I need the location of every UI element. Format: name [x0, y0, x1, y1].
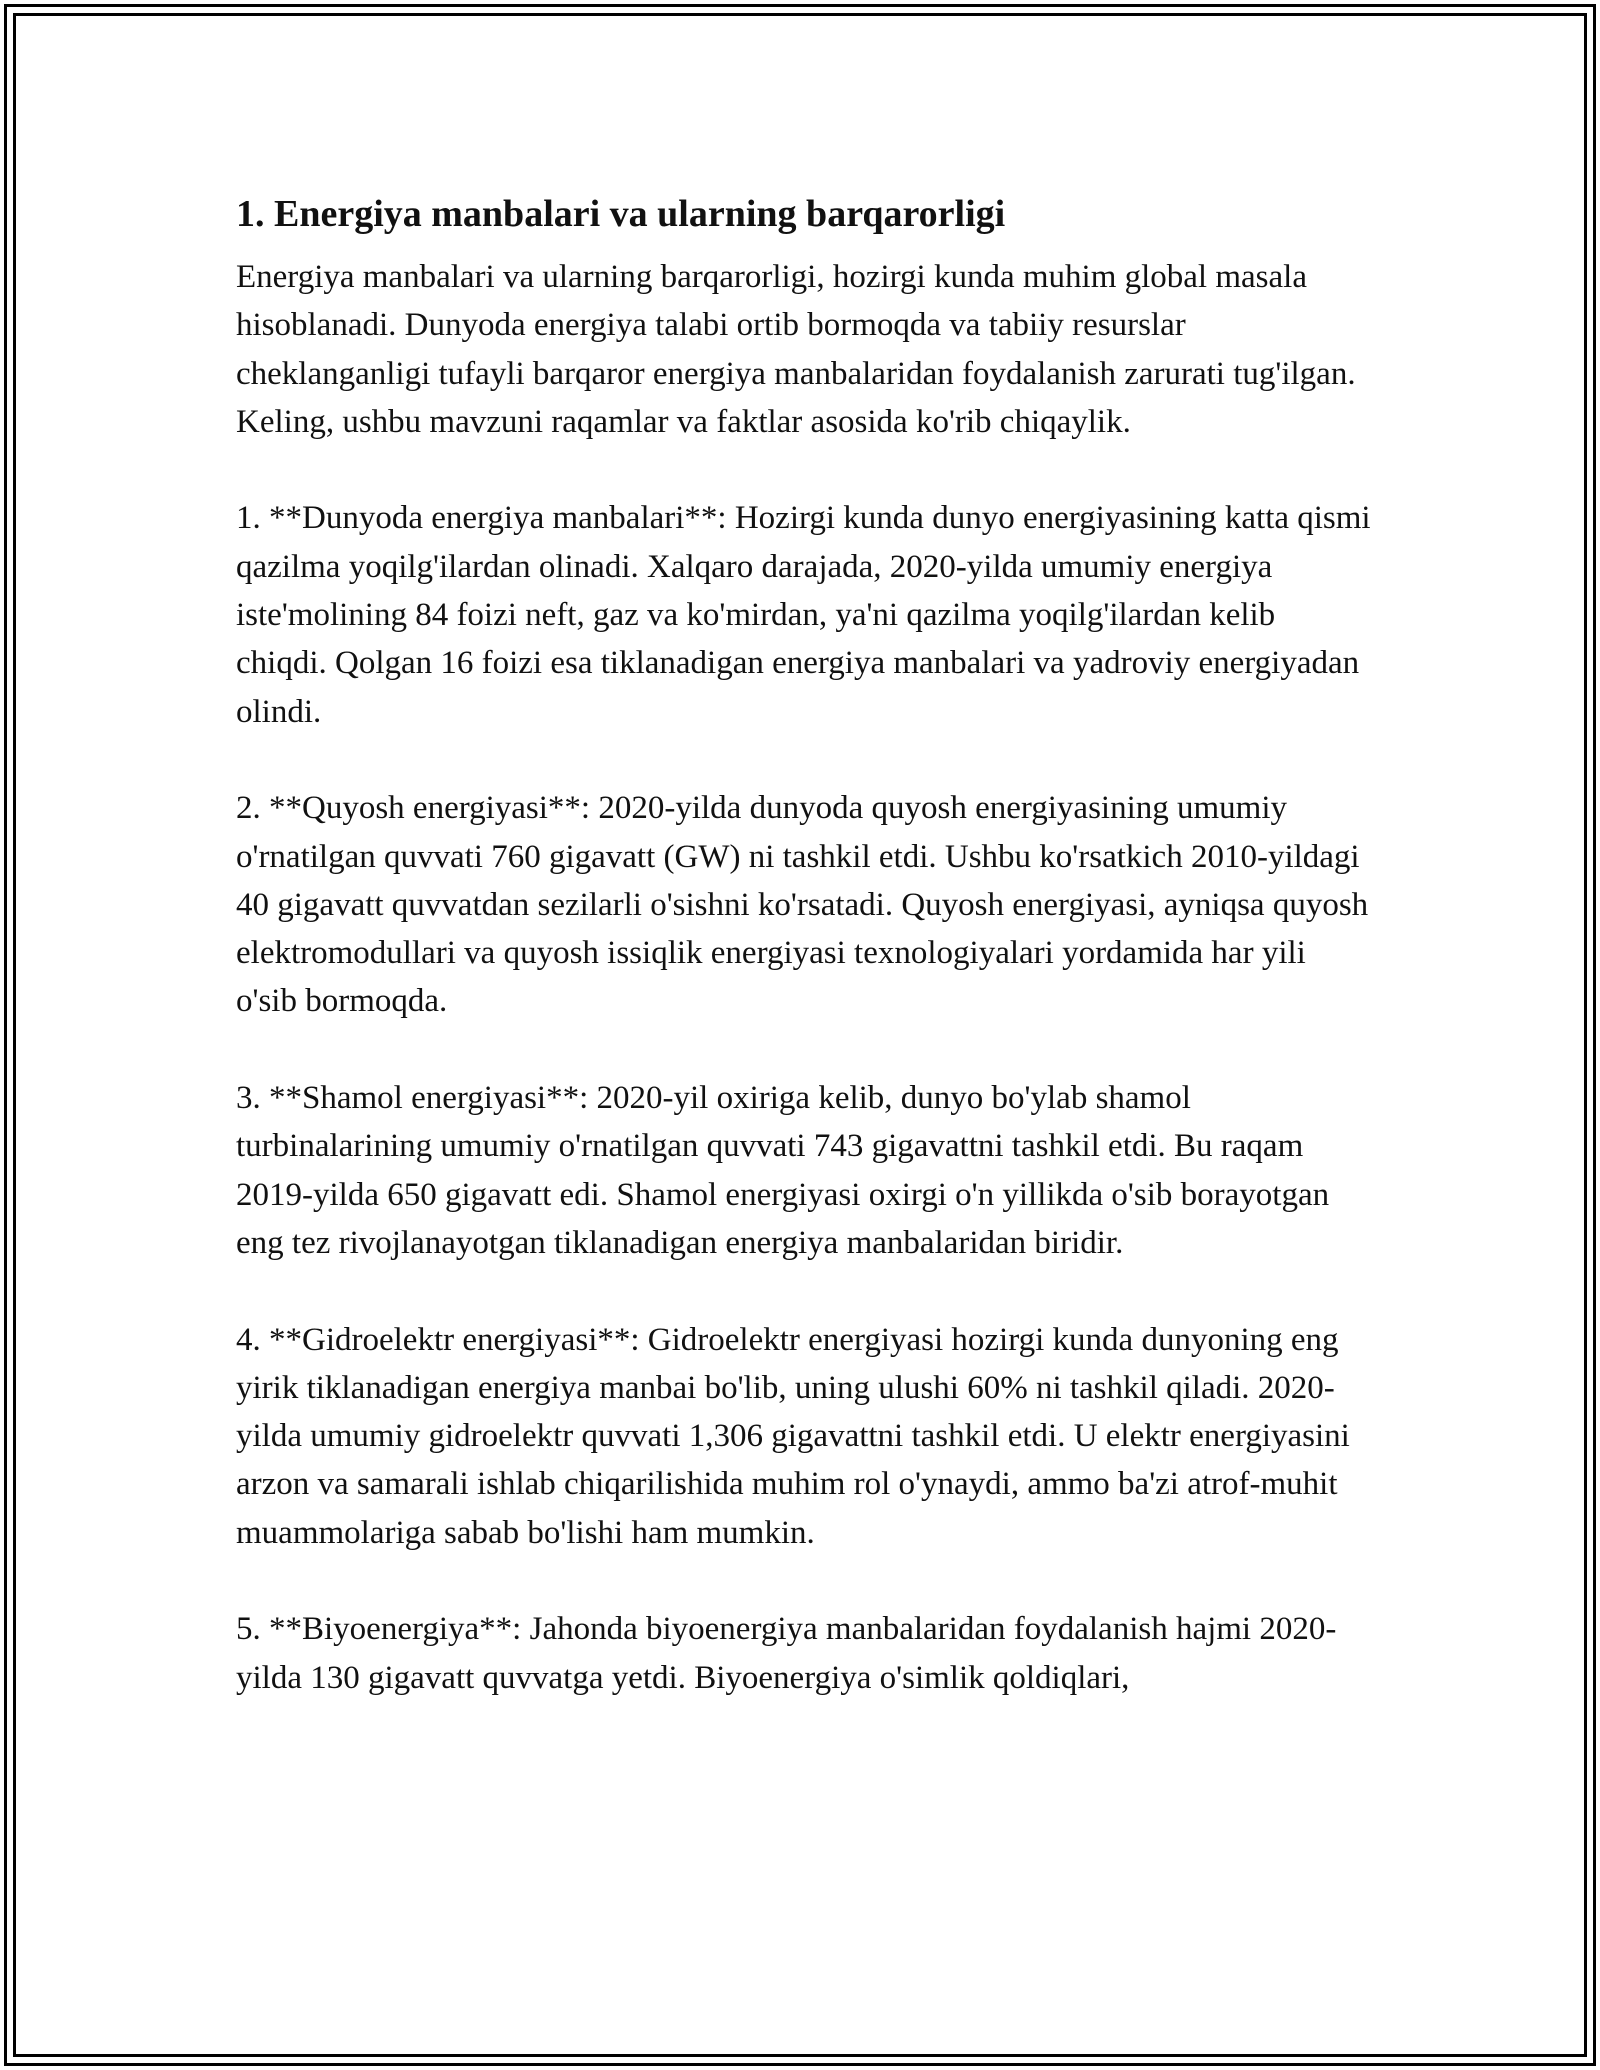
- list-item-bioenergy: 5. **Biyoenergiya**: Jahonda biyoenergiya manbalaridan foydalanish hajmi 2020-yilda 130 gigavatt quvvatga yetdi. Biyoenergiya o'simlik qoldiqlari,: [236, 1611, 1337, 1696]
- list-item-solar: 2. **Quyosh energiyasi**: 2020-yilda dunyoda quyosh energiyasining umumiy o'rnatilgan quvvati 760 gigavatt (GW) ni tashkil etdi. Ushbu ko'rsatkich 2010-yildagi 40 gigavatt quvvatdan sezilarli o'sishni ko'rsatadi. Quyosh energiyasi, ayniqsa quyosh elektromodullari va quyosh issiqlik energiyasi texnologiyalari yordamida har yili o'sib bormoqda.: [236, 790, 1377, 1020]
- list-item-hydro: 4. **Gidroelektr energiyasi**: Gidroelektr energiyasi hozirgi kunda dunyoning eng yirik tiklanadigan energiya manbai bo'lib, uning ulushi 60% ni tashkil qiladi. 2020-yilda umumiy gidroelektr quvvati 1,306 gigavattni tashkil etdi. U elektr energiyasini arzon va samarali ishlab chiqarilishida muhim rol o'ynaydi, ammo ba'zi atrof-muhit muammolariga sabab bo'lishi ham mumkin.: [236, 1321, 1359, 1551]
- document-body: [236, 185, 1379, 1750]
- list-item-fossil-fuels: 1. **Dunyoda energiya manbalari**: Hozirgi kunda dunyo energiyasining katta qismi qazilma yoqilg'ilardan olinadi. Xalqaro darajada, 2020-yilda umumiy energiya iste'molining 84 foizi neft, gaz va ko'mirdan, ya'ni qazilma yoqilg'ilardan kelib chiqdi. Qolgan 16 foizi esa tiklanadigan energiya manbalari va yadroviy energiyadan olindi.: [236, 500, 1379, 730]
- section-heading: 1. Energiya manbalari va ularning barqarorligi: [236, 193, 1006, 235]
- intro-paragraph: Energiya manbalari va ularning barqarorligi, hozirgi kunda muhim global masala hisoblanadi. Dunyoda energiya talabi ortib bormoqda va tabiiy resurslar cheklanganligi tufayli barqaror energiya manbalaridan foydalanish zarurati tug'ilgan. Keling, ushbu mavzuni raqamlar va faktlar asosida ko'rib chiqaylik.: [236, 259, 1364, 440]
- list-item-wind: 3. **Shamol energiyasi**: 2020-yil oxiriga kelib, dunyo bo'ylab shamol turbinalarining umumiy o'rnatilgan quvvati 743 gigavattni tashkil etdi. Bu raqam 2019-yilda 650 gigavatt edi. Shamol energiyasi oxirgi o'n yillikda o'sib borayotgan eng tez rivojlanayotgan tiklanadigan energiya manbalaridan biridir.: [236, 1080, 1338, 1261]
